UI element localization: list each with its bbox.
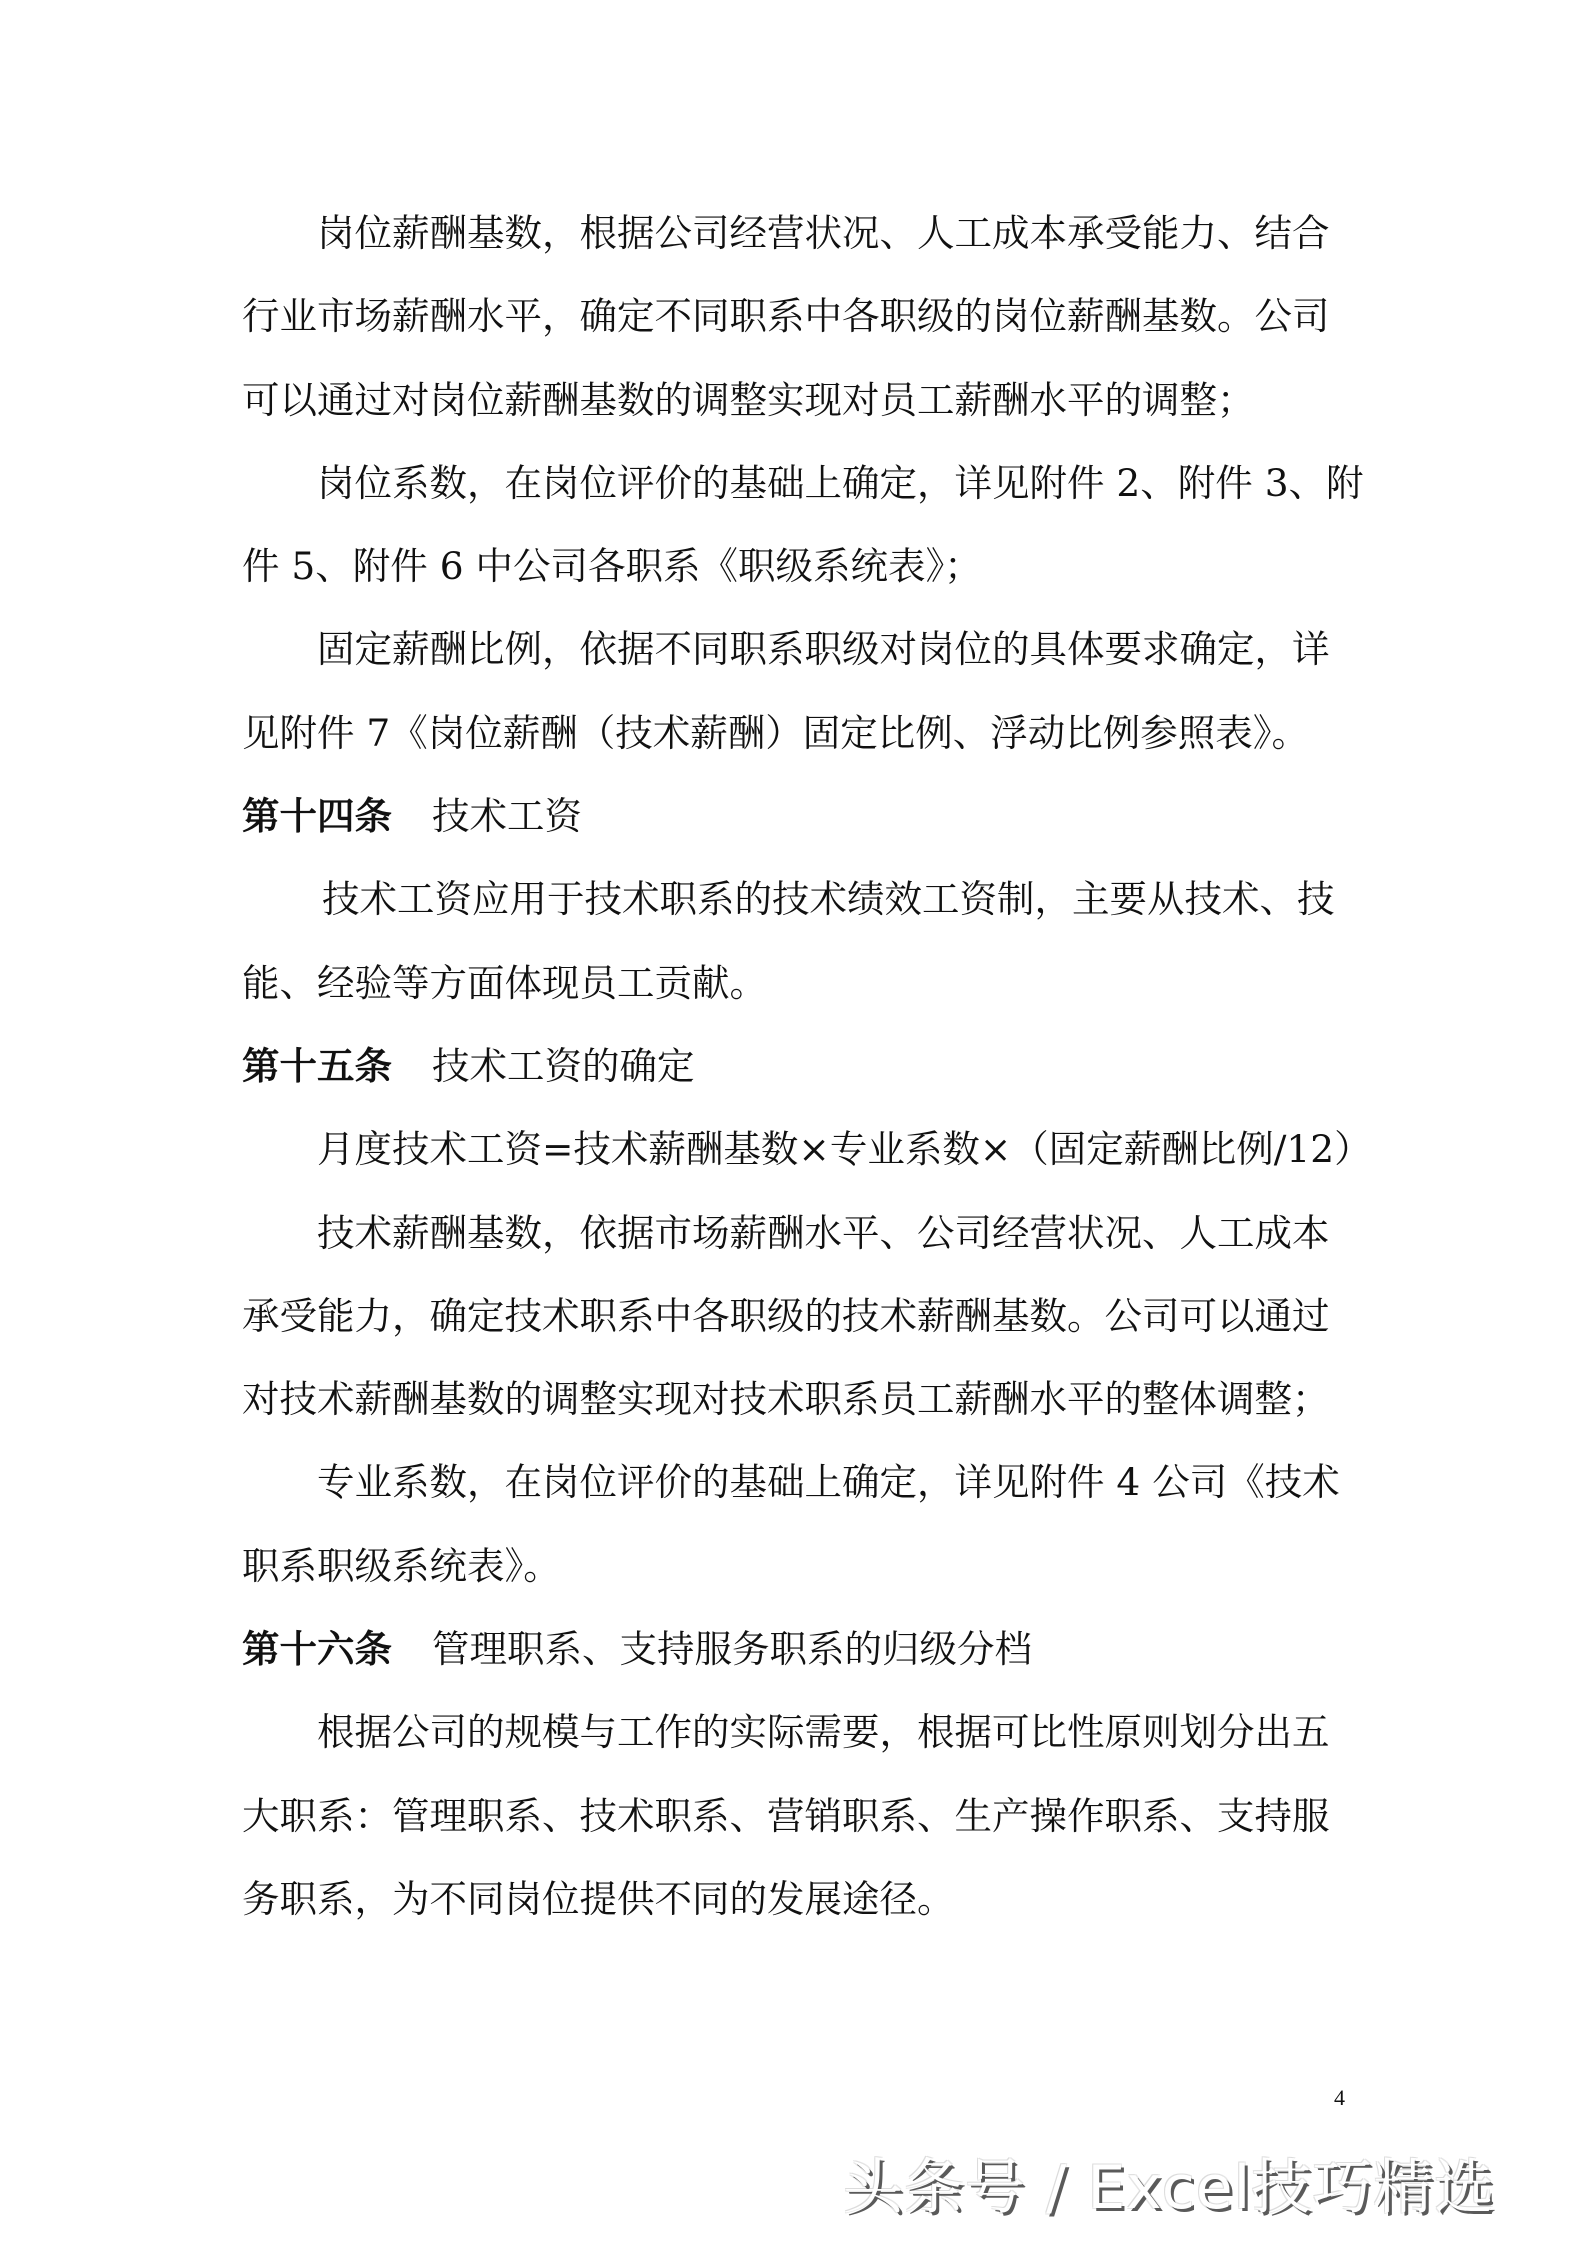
paragraph-line: 务职系，为不同岗位提供不同的发展途径。	[242, 1876, 955, 1921]
paragraph-line: 固定薪酬比例，依据不同职系职级对岗位的具体要求确定，详	[317, 627, 1330, 672]
article-number: 第十六条	[242, 1627, 392, 1672]
paragraph-line: 岗位薪酬基数，根据公司经营状况、人工成本承受能力、结合	[317, 211, 1330, 255]
paragraph-line: 技术薪酬基数，依据市场薪酬水平、公司经营状况、人工成本	[317, 1210, 1330, 1255]
paragraph-line: 职系职级系统表》。	[242, 1543, 561, 1588]
document-body	[242, 205, 1372, 1954]
paragraph-line: 根据公司的规模与工作的实际需要，根据可比性原则划分出五	[317, 1710, 1330, 1755]
article-title: 技术工资的确定	[432, 1043, 695, 1088]
paragraph-line: 技术工资应用于技术职系的技术绩效工资制，主要从技术、技	[322, 877, 1335, 922]
formula-line: 月度技术工资=技术薪酬基数×专业系数×（固定薪酬比例/12）	[317, 1127, 1372, 1172]
paragraph-line: 大职系：管理职系、技术职系、营销职系、生产操作职系、支持服	[242, 1793, 1330, 1838]
paragraph-line: 能、经验等方面体现员工贡献。	[242, 960, 767, 1005]
watermark: 头条号 / Excel技巧精选	[843, 2153, 1496, 2223]
article-number: 第十五条	[242, 1043, 392, 1088]
page-number: 4	[1334, 2085, 1345, 2110]
paragraph-line: 可以通过对岗位薪酬基数的调整实现对员工薪酬水平的调整；	[242, 377, 1255, 422]
paragraph-line: 对技术薪酬基数的调整实现对技术职系员工薪酬水平的整体调整；	[242, 1377, 1330, 1422]
paragraph-line: 岗位系数，在岗位评价的基础上确定，详见附件 2、附件 3、附	[317, 460, 1364, 505]
article-number: 第十四条	[242, 794, 392, 839]
article-heading-16	[242, 1621, 1334, 1704]
paragraph-line: 见附件 7《岗位薪酬（技术薪酬）固定比例、浮动比例参照表》。	[242, 710, 1310, 755]
article-title: 管理职系、支持服务职系的归级分档	[432, 1627, 1032, 1672]
article-heading-14	[242, 788, 1334, 871]
paragraph-line: 专业系数，在岗位评价的基础上确定，详见附件 4 公司《技术	[317, 1460, 1340, 1505]
paragraph-line: 行业市场薪酬水平，确定不同职系中各职级的岗位薪酬基数。公司	[242, 294, 1330, 339]
article-title: 技术工资	[432, 794, 582, 839]
paragraph-line: 件 5、附件 6 中公司各职系《职级系统表》；	[242, 544, 982, 589]
paragraph-line: 承受能力，确定技术职系中各职级的技术薪酬基数。公司可以通过	[242, 1293, 1330, 1338]
article-heading-15	[242, 1038, 1334, 1121]
